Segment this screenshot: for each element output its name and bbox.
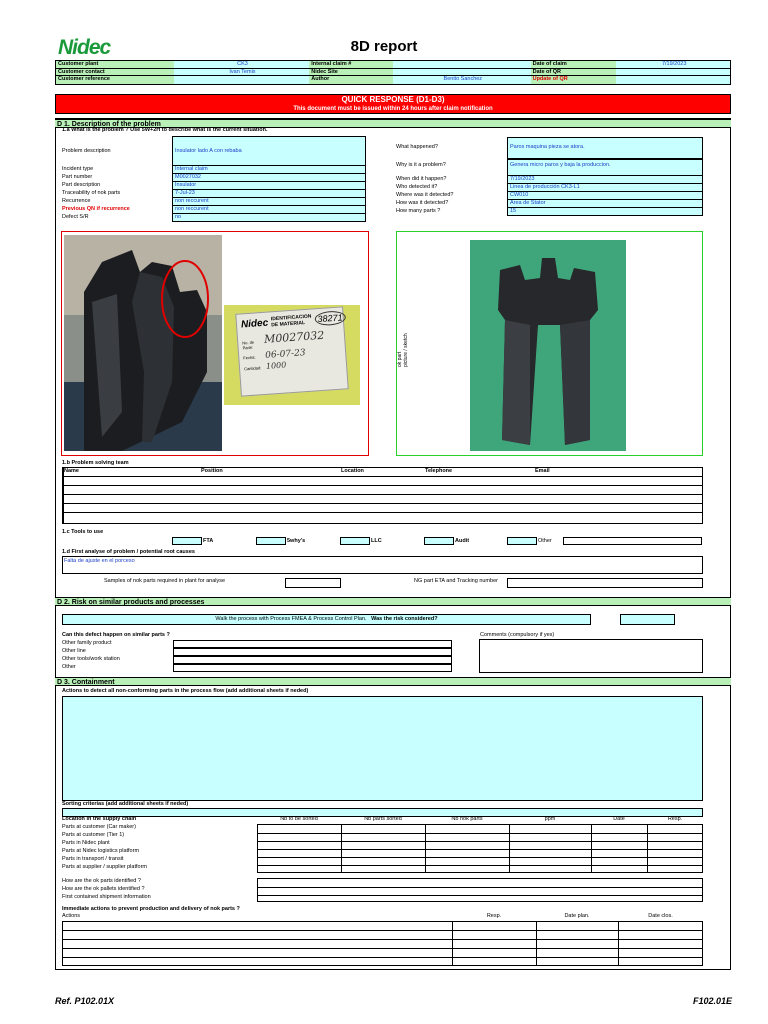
- update-of-qr-label: Update of QR: [531, 76, 617, 84]
- where-field[interactable]: CW010: [507, 192, 703, 200]
- ng-part-field[interactable]: [507, 578, 703, 588]
- traceability-field[interactable]: 7-Jul-23: [172, 190, 366, 198]
- option-label: Other tools/work station: [62, 656, 120, 662]
- root-cause-field[interactable]: Falta de ajuste en el porceso: [62, 556, 703, 574]
- what-happened-field[interactable]: Paros maquina pieza se atora.: [507, 137, 703, 159]
- actions-detect-label: Actions to detect all non-conforming parts in the process flow (add additional sheets if neded): [62, 688, 309, 694]
- previous-qn-field[interactable]: non reccurent: [172, 206, 366, 214]
- ok-questions: [62, 878, 257, 902]
- header-resp: Resp.: [667, 816, 683, 822]
- quick-response-subtitle: This document must be issued within 24 hours after claim notification: [293, 106, 493, 112]
- location-label: Parts at Nidec logistics platform: [62, 848, 140, 854]
- customer-plant-value[interactable]: CK3: [174, 61, 310, 68]
- ok-part-photo: [470, 240, 626, 451]
- when-field[interactable]: 7/19/2023: [507, 176, 703, 184]
- part-description-field[interactable]: Insulator: [172, 182, 366, 190]
- who-field[interactable]: Linea de producción CK3-L1: [507, 184, 703, 192]
- label-line2: DE MATERIAL: [271, 320, 306, 329]
- tool-other-field[interactable]: [563, 537, 702, 545]
- header-date-plan: Date plan.: [564, 913, 590, 919]
- location-labels: [62, 824, 257, 872]
- quick-response-banner: [55, 94, 731, 114]
- quick-response-title: QUICK RESPONSE (D1-D3): [341, 95, 445, 104]
- how-detected-field[interactable]: Area de Stator: [507, 200, 703, 208]
- option-label: Other: [62, 664, 76, 670]
- risk-question: Was the risk considered?: [371, 616, 438, 622]
- material-id-label-card: [235, 306, 349, 396]
- claim-info-table: [55, 60, 731, 85]
- tool-llc-label: LLC: [371, 537, 382, 544]
- field-label: Part description: [62, 182, 101, 188]
- tool-other-label: Other: [538, 537, 552, 544]
- field-label: Defect S/R: [62, 214, 89, 220]
- tool-audit-box[interactable]: [424, 537, 454, 545]
- field-label: Recurrence: [62, 198, 91, 204]
- customer-reference-label: Customer reference: [56, 76, 174, 84]
- date-of-qr-label: Date of QR: [531, 69, 617, 76]
- fmea-walk-banner: [62, 614, 591, 625]
- d1-section-title: D 1. Description of the problem: [55, 119, 731, 128]
- problem-description-field[interactable]: Insulator lado A con rebaba: [172, 136, 366, 166]
- samples-label: Samples of nok parts required in plant for analyse: [104, 578, 226, 584]
- ok-answers-grid[interactable]: [257, 878, 703, 902]
- samples-field[interactable]: [285, 578, 341, 588]
- defect-sr-field[interactable]: no: [172, 214, 366, 222]
- field-label: How was it detected?: [396, 200, 449, 206]
- d1-1a-heading: 1.a What is the problem ? Use 5W+2H to describe what is the current situation.: [62, 127, 268, 133]
- option-tools-field[interactable]: [173, 656, 452, 664]
- problem-description-label: Problem description: [62, 148, 111, 154]
- similar-parts-options: [62, 640, 452, 672]
- label-brand: Nidec: [240, 317, 269, 330]
- header-nb-nok: Nb nok parts: [451, 816, 483, 822]
- comments-label: Comments (compulsory if yes): [480, 632, 555, 638]
- label-number: 38271: [314, 310, 346, 326]
- tool-fta-label: FTA: [203, 537, 214, 544]
- d2-section-title: D 2. Risk on similar products and processes: [55, 597, 731, 606]
- team-header-name: Name: [64, 468, 79, 474]
- why-problem-field[interactable]: Genera micro paros y baja la produccion.: [507, 159, 703, 176]
- nidec-site-label: Nidec Site: [309, 69, 393, 76]
- label-part-handwritten: M0027032: [263, 328, 325, 346]
- location-label: Parts at customer (Car maker): [62, 824, 136, 830]
- nidec-site-value[interactable]: [393, 69, 531, 76]
- footer-form-id: F102.01E: [692, 996, 732, 1006]
- location-table-headers: [257, 816, 703, 823]
- tool-5why-label: 5why's: [287, 537, 306, 544]
- label-date-handwritten: 06-07-23: [264, 348, 306, 361]
- header-ppm: ppm: [544, 816, 556, 822]
- tool-other-box[interactable]: [507, 537, 537, 545]
- customer-contact-label: Customer contact: [56, 69, 174, 76]
- location-label: Parts in transport / transit: [62, 856, 124, 862]
- why-problem-label: Why is it a problem?: [396, 162, 446, 168]
- ng-part-label: NG part ETA and Tracking number: [414, 578, 498, 584]
- header-actions: Actions: [62, 913, 81, 919]
- internal-claim-value[interactable]: [393, 61, 531, 68]
- field-label: Part number: [62, 174, 93, 180]
- sorting-label: Sorting criterias (add additional sheets if neded): [62, 801, 189, 807]
- left-fields: [62, 166, 366, 222]
- ok-question: How are the ok pallets identified ?: [62, 886, 145, 892]
- similar-parts-question: Can this defect happen on similar parts ?: [62, 632, 170, 638]
- action-table-headers: [62, 913, 703, 920]
- walk-text: Walk the process with Process FMEA & Process Control Plan.: [215, 616, 367, 622]
- team-table: [62, 467, 703, 524]
- option-other-field[interactable]: [173, 664, 452, 672]
- ok-part-picture-box: [396, 231, 703, 456]
- page-title: 8D report: [350, 38, 418, 55]
- field-label: Incident type: [62, 166, 94, 172]
- tool-audit-label: Audit: [455, 537, 470, 544]
- location-label: Parts at customer (Tier 1): [62, 832, 125, 838]
- field-label: Previous QN if recurrence: [62, 206, 130, 212]
- recurrence-field[interactable]: non reccurent: [172, 198, 366, 206]
- option-label: Other family product: [62, 640, 112, 646]
- option-family-field[interactable]: [173, 640, 452, 648]
- footer-ref: Ref. P102.01X: [55, 996, 115, 1006]
- location-label: Parts at supplier / supplier platform: [62, 864, 147, 870]
- author-label: Author: [309, 76, 393, 84]
- label-part-caption: No. de Parte:: [242, 339, 255, 351]
- right-fields: [396, 176, 703, 216]
- immediate-actions-grid[interactable]: [62, 921, 703, 966]
- tool-fta-box[interactable]: [172, 537, 202, 545]
- header-date-clos: Date clos.: [648, 913, 673, 919]
- label-line1: IDENTIFICACION: [270, 313, 312, 323]
- ok-part-caption: ok part picture / sketch: [397, 333, 409, 367]
- header-nb-to-sort: Nb to be sorted: [280, 816, 318, 822]
- nidec-logo: Nidec: [58, 36, 111, 59]
- location-header-label: Location in the supply chain: [62, 816, 137, 822]
- location-label: Parts in Nidec plant: [62, 840, 110, 846]
- risk-considered-field[interactable]: [620, 614, 675, 625]
- d1-1b-heading: 1.b Problem solving team: [62, 460, 129, 466]
- update-of-qr-value[interactable]: [616, 76, 730, 84]
- field-label: When did it happen?: [396, 176, 447, 182]
- date-of-qr-value[interactable]: [616, 69, 730, 76]
- d1-1d-heading: 1.d First analyse of problem / potential root causes: [62, 549, 195, 555]
- tool-llc-box[interactable]: [340, 537, 370, 545]
- team-header-location: Location: [341, 468, 364, 474]
- field-label: Who detected it?: [396, 184, 438, 190]
- comments-field[interactable]: [479, 639, 703, 673]
- label-qty-caption: Cantidad:: [243, 365, 262, 372]
- team-header-telephone: Telephone: [425, 468, 453, 474]
- field-label: Where was it detected?: [396, 192, 454, 198]
- header-date: Date: [613, 816, 625, 822]
- date-of-claim-label: Date of claim: [531, 61, 617, 68]
- immediate-actions-label: Immediate actions to prevent production and delivery of nok parts ?: [62, 906, 240, 912]
- incident-type-field[interactable]: Internal claim: [172, 166, 366, 174]
- ok-question: How are the ok parts identified ?: [62, 878, 141, 884]
- location-grid[interactable]: [257, 824, 703, 873]
- field-label: Traceability of nok parts: [62, 190, 121, 196]
- d1-1c-heading: 1.c Tools to use: [62, 529, 104, 535]
- how-many-field[interactable]: 15: [507, 208, 703, 216]
- actions-detect-field[interactable]: [62, 696, 703, 801]
- option-label: Other line: [62, 648, 86, 654]
- part-number-field[interactable]: M0027032: [172, 174, 366, 182]
- customer-contact-value[interactable]: Ivan Temix: [174, 69, 310, 76]
- date-of-claim-value[interactable]: 7/19/2023: [616, 61, 730, 68]
- d3-section-title: D 3. Containment: [55, 677, 731, 686]
- customer-plant-label: Customer plant: [56, 61, 174, 68]
- field-label: How many parts ?: [396, 208, 441, 214]
- customer-reference-value[interactable]: [174, 76, 310, 84]
- ok-question: First contained shipment information: [62, 894, 151, 900]
- option-line-field[interactable]: [173, 648, 452, 656]
- tools-row: [172, 537, 702, 545]
- tool-5why-box[interactable]: [256, 537, 286, 545]
- label-date-caption: Fecha:: [243, 354, 256, 361]
- what-happened-label: What happened?: [396, 144, 438, 150]
- label-qty-handwritten: 1000: [265, 360, 287, 371]
- header-action-resp: Resp.: [486, 913, 502, 919]
- header-nb-sorted: Nb parts sorted: [364, 816, 402, 822]
- team-header-position: Position: [201, 468, 223, 474]
- author-value[interactable]: Benito Sanchez: [393, 76, 531, 84]
- team-header-email: Email: [535, 468, 550, 474]
- internal-claim-label: Internal claim #: [309, 61, 393, 68]
